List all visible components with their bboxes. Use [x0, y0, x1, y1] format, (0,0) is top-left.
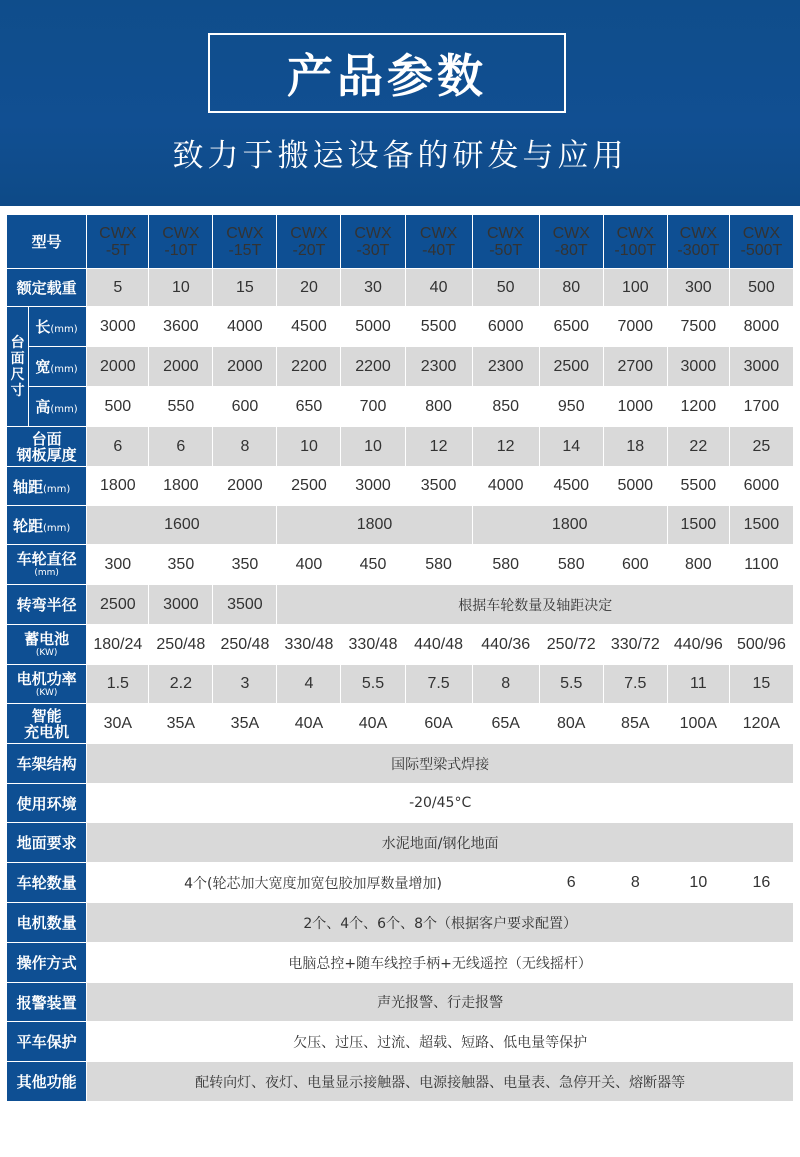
value-cell: 1700 — [729, 387, 793, 427]
value-cell: 2000 — [149, 347, 213, 387]
label-flat-protect: 平车保护 — [7, 1022, 87, 1062]
label-ground: 地面要求 — [7, 823, 87, 863]
label-motor-count: 电机数量 — [7, 903, 87, 943]
value-cell: 4 — [277, 665, 341, 704]
value-cell: 3000 — [149, 585, 213, 625]
value-cell: 5000 — [341, 307, 405, 347]
header-banner — [0, 0, 800, 206]
value-cell: 根据车轮数量及轴距决定 — [277, 585, 794, 625]
value-cell: 3000 — [341, 467, 405, 506]
value-cell: 欠压、过压、过流、超载、短路、低电量等保护 — [87, 1022, 794, 1062]
value-cell: 250/48 — [213, 625, 277, 665]
value-cell: 6000 — [729, 467, 793, 506]
value-cell: 1600 — [87, 506, 277, 545]
value-cell: 350 — [149, 545, 213, 585]
value-cell: 1500 — [729, 506, 793, 545]
value-cell: 40A — [341, 704, 405, 744]
label-plate-thickness: 台面 钢板厚度 — [7, 427, 87, 467]
value-cell: 电脑总控+随车线控手柄+无线遥控（无线摇杆） — [87, 943, 794, 983]
value-cell: 12 — [472, 427, 539, 467]
model-cell: CWX -20T — [277, 215, 341, 269]
label-charger: 智能 充电机 — [7, 704, 87, 744]
value-cell: 330/48 — [341, 625, 405, 665]
value-cell: 80 — [539, 269, 603, 307]
value-cell: 3600 — [149, 307, 213, 347]
model-cell: CWX -500T — [729, 215, 793, 269]
model-cell: CWX -5T — [87, 215, 149, 269]
value-cell: 1500 — [667, 506, 729, 545]
label-rated-load: 额定载重 — [7, 269, 87, 307]
value-cell: 18 — [603, 427, 667, 467]
value-cell: 330/48 — [277, 625, 341, 665]
value-cell: 25 — [729, 427, 793, 467]
row-wheel-count — [7, 863, 794, 903]
value-cell: 4500 — [277, 307, 341, 347]
page-subtitle: 致力于搬运设备的研发与应用 — [172, 138, 628, 174]
value-cell: 国际型梁式焊接 — [87, 744, 794, 784]
row-length — [7, 307, 794, 347]
value-cell: 7000 — [603, 307, 667, 347]
value-cell: 2500 — [277, 467, 341, 506]
value-cell: 550 — [149, 387, 213, 427]
value-cell: 400 — [277, 545, 341, 585]
value-cell: 12 — [405, 427, 472, 467]
model-cell: CWX -40T — [405, 215, 472, 269]
value-cell: 700 — [341, 387, 405, 427]
value-cell: 16 — [729, 863, 793, 903]
value-cell: -20/45°C — [87, 784, 794, 823]
model-cell: CWX -30T — [341, 215, 405, 269]
value-cell: 3000 — [729, 347, 793, 387]
value-cell: 65A — [472, 704, 539, 744]
value-cell: 35A — [149, 704, 213, 744]
label-motor-power: 电机功率 (KW) — [7, 665, 87, 704]
value-cell: 4500 — [539, 467, 603, 506]
value-cell: 6 — [87, 427, 149, 467]
row-charger — [7, 704, 794, 744]
value-cell: 600 — [213, 387, 277, 427]
model-cell: CWX -15T — [213, 215, 277, 269]
label-wheel-diameter: 车轮直径 (mm) — [7, 545, 87, 585]
value-cell: 85A — [603, 704, 667, 744]
value-cell: 水泥地面/钢化地面 — [87, 823, 794, 863]
value-cell: 3500 — [213, 585, 277, 625]
value-cell: 1800 — [277, 506, 472, 545]
row-wheelbase — [7, 467, 794, 506]
value-cell: 5500 — [405, 307, 472, 347]
row-environment — [7, 784, 794, 823]
label-alarm: 报警装置 — [7, 983, 87, 1022]
value-cell: 1800 — [149, 467, 213, 506]
value-cell: 300 — [667, 269, 729, 307]
value-cell: 500 — [87, 387, 149, 427]
value-cell: 2200 — [341, 347, 405, 387]
value-cell: 120A — [729, 704, 793, 744]
row-frame — [7, 744, 794, 784]
row-width — [7, 347, 794, 387]
value-cell: 800 — [667, 545, 729, 585]
model-cell: CWX -100T — [603, 215, 667, 269]
value-cell: 250/48 — [149, 625, 213, 665]
value-cell: 8 — [603, 863, 667, 903]
row-motor-power — [7, 665, 794, 704]
value-cell: 2000 — [87, 347, 149, 387]
value-cell: 60A — [405, 704, 472, 744]
value-cell: 8 — [472, 665, 539, 704]
value-cell: 100 — [603, 269, 667, 307]
value-cell: 330/72 — [603, 625, 667, 665]
value-cell: 5500 — [667, 467, 729, 506]
value-cell: 30 — [341, 269, 405, 307]
value-cell: 5.5 — [341, 665, 405, 704]
value-cell: 10 — [667, 863, 729, 903]
label-width: 宽(mm) — [29, 347, 87, 387]
value-cell: 5 — [87, 269, 149, 307]
value-cell: 10 — [149, 269, 213, 307]
label-model: 型号 — [7, 215, 87, 269]
label-operation: 操作方式 — [7, 943, 87, 983]
value-cell: 声光报警、行走报警 — [87, 983, 794, 1022]
value-cell: 3500 — [405, 467, 472, 506]
value-cell: 650 — [277, 387, 341, 427]
model-cell: CWX -300T — [667, 215, 729, 269]
row-model — [7, 215, 794, 269]
row-track — [7, 506, 794, 545]
row-motor-count — [7, 903, 794, 943]
value-cell: 1200 — [667, 387, 729, 427]
value-cell: 300 — [87, 545, 149, 585]
row-rated-load — [7, 269, 794, 307]
value-cell: 2700 — [603, 347, 667, 387]
page-title: 产品参数 — [287, 49, 487, 103]
value-cell: 500/96 — [729, 625, 793, 665]
model-cell: CWX -50T — [472, 215, 539, 269]
value-cell: 350 — [213, 545, 277, 585]
value-cell: 1.5 — [87, 665, 149, 704]
value-cell: 440/36 — [472, 625, 539, 665]
value-cell: 450 — [341, 545, 405, 585]
value-cell: 7.5 — [603, 665, 667, 704]
value-cell: 440/96 — [667, 625, 729, 665]
value-cell: 11 — [667, 665, 729, 704]
label-length: 长(mm) — [29, 307, 87, 347]
label-turn-radius: 转弯半径 — [7, 585, 87, 625]
value-cell: 600 — [603, 545, 667, 585]
label-frame: 车架结构 — [7, 744, 87, 784]
value-cell: 40A — [277, 704, 341, 744]
value-cell: 4000 — [213, 307, 277, 347]
model-cell: CWX -80T — [539, 215, 603, 269]
value-cell: 20 — [277, 269, 341, 307]
value-cell: 8 — [213, 427, 277, 467]
label-other: 其他功能 — [7, 1062, 87, 1102]
value-cell: 3000 — [667, 347, 729, 387]
row-alarm — [7, 983, 794, 1022]
value-cell: 2.2 — [149, 665, 213, 704]
value-cell: 7.5 — [405, 665, 472, 704]
row-wheel-diameter — [7, 545, 794, 585]
value-cell: 580 — [472, 545, 539, 585]
model-cell: CWX -10T — [149, 215, 213, 269]
row-turn-radius — [7, 585, 794, 625]
value-cell: 100A — [667, 704, 729, 744]
spec-table — [6, 214, 794, 1102]
row-flat-protect — [7, 1022, 794, 1062]
value-cell: 180/24 — [87, 625, 149, 665]
title-frame — [208, 33, 566, 113]
value-cell: 15 — [213, 269, 277, 307]
value-cell: 1100 — [729, 545, 793, 585]
value-cell: 1800 — [472, 506, 667, 545]
value-cell: 配转向灯、夜灯、电量显示接触器、电源接触器、电量表、急停开关、熔断器等 — [87, 1062, 794, 1102]
value-cell: 850 — [472, 387, 539, 427]
value-cell: 35A — [213, 704, 277, 744]
value-cell: 440/48 — [405, 625, 472, 665]
value-cell: 2000 — [213, 467, 277, 506]
value-cell: 500 — [729, 269, 793, 307]
value-cell: 3000 — [87, 307, 149, 347]
row-height — [7, 387, 794, 427]
value-cell: 3 — [213, 665, 277, 704]
label-track: 轮距(mm) — [7, 506, 87, 545]
value-cell: 4000 — [472, 467, 539, 506]
label-height: 高(mm) — [29, 387, 87, 427]
value-cell: 1800 — [87, 467, 149, 506]
value-cell: 2300 — [405, 347, 472, 387]
value-cell: 800 — [405, 387, 472, 427]
value-cell: 2000 — [213, 347, 277, 387]
value-cell: 2500 — [87, 585, 149, 625]
value-cell: 2300 — [472, 347, 539, 387]
value-cell: 14 — [539, 427, 603, 467]
value-cell: 15 — [729, 665, 793, 704]
label-table-size: 台面尺寸 — [7, 307, 29, 427]
value-cell: 5000 — [603, 467, 667, 506]
value-cell: 10 — [277, 427, 341, 467]
value-cell: 250/72 — [539, 625, 603, 665]
value-cell: 6000 — [472, 307, 539, 347]
value-cell: 6 — [539, 863, 603, 903]
value-cell: 7500 — [667, 307, 729, 347]
value-cell: 1000 — [603, 387, 667, 427]
label-battery: 蓄电池 (KW) — [7, 625, 87, 665]
label-environment: 使用环境 — [7, 784, 87, 823]
value-cell: 10 — [341, 427, 405, 467]
value-cell: 2500 — [539, 347, 603, 387]
value-cell: 2个、4个、6个、8个（根据客户要求配置） — [87, 903, 794, 943]
value-cell: 6500 — [539, 307, 603, 347]
value-cell: 8000 — [729, 307, 793, 347]
value-cell: 80A — [539, 704, 603, 744]
value-cell: 30A — [87, 704, 149, 744]
value-cell: 580 — [405, 545, 472, 585]
value-cell: 2200 — [277, 347, 341, 387]
value-cell: 950 — [539, 387, 603, 427]
value-cell: 6 — [149, 427, 213, 467]
value-cell: 22 — [667, 427, 729, 467]
row-battery — [7, 625, 794, 665]
row-operation — [7, 943, 794, 983]
value-cell: 40 — [405, 269, 472, 307]
row-other — [7, 1062, 794, 1102]
value-cell: 580 — [539, 545, 603, 585]
value-cell: 50 — [472, 269, 539, 307]
value-cell: 4个(轮芯加大宽度加宽包胶加厚数量增加) — [87, 863, 539, 903]
label-wheel-count: 车轮数量 — [7, 863, 87, 903]
value-cell: 5.5 — [539, 665, 603, 704]
row-plate-thickness — [7, 427, 794, 467]
label-wheelbase: 轴距(mm) — [7, 467, 87, 506]
row-ground — [7, 823, 794, 863]
